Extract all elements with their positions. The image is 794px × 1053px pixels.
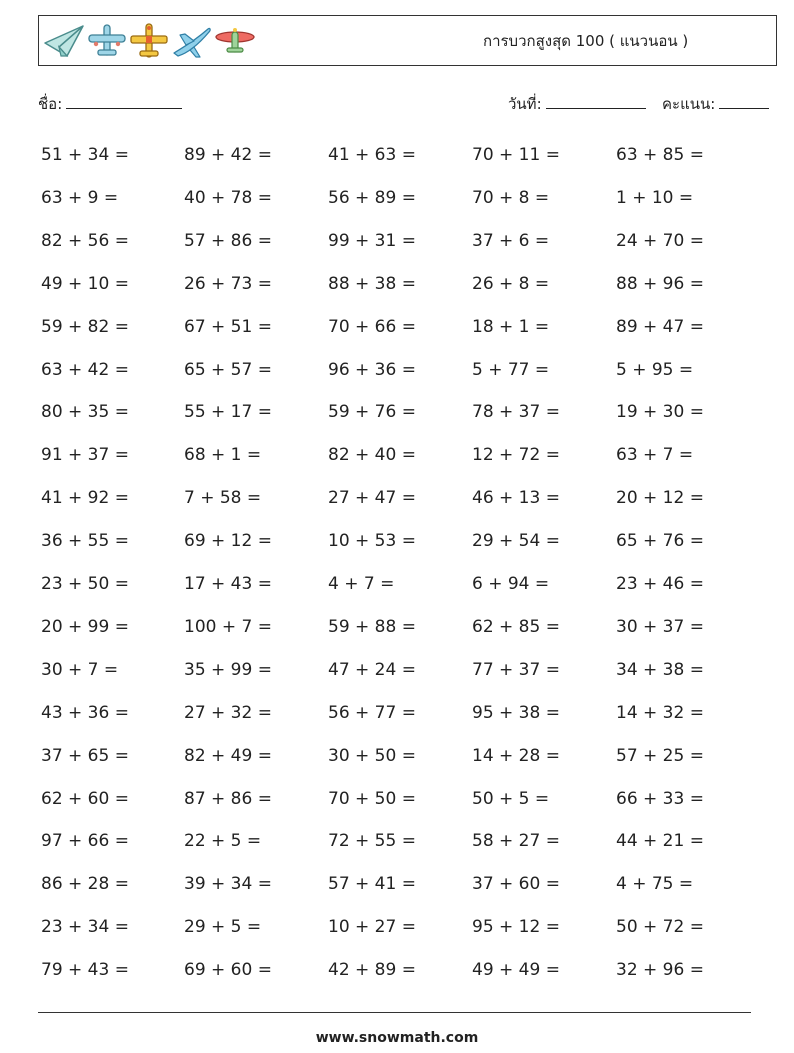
problem-item: 37 + 6 = (472, 230, 550, 251)
problem-item: 88 + 38 = (328, 273, 416, 294)
problem-item: 72 + 55 = (328, 831, 416, 852)
problem-item: 14 + 28 = (472, 745, 560, 766)
problem-item: 27 + 32 = (184, 702, 272, 723)
problem-item: 78 + 37 = (472, 402, 560, 423)
problem-item: 47 + 24 = (328, 659, 416, 680)
problem-item: 34 + 38 = (616, 659, 704, 680)
problem-item: 50 + 5 = (472, 788, 550, 809)
problem-item: 59 + 88 = (328, 616, 416, 637)
problem-item: 82 + 56 = (41, 230, 129, 251)
problem-item: 26 + 8 = (472, 273, 550, 294)
problem-item: 96 + 36 = (328, 359, 416, 380)
problem-item: 56 + 77 = (328, 702, 416, 723)
problem-item: 56 + 89 = (328, 187, 416, 208)
problem-item: 80 + 35 = (41, 402, 129, 423)
problem-item: 7 + 58 = (184, 488, 262, 509)
problem-item: 91 + 37 = (41, 445, 129, 466)
problem-item: 46 + 13 = (472, 488, 560, 509)
problem-item: 12 + 72 = (472, 445, 560, 466)
problem-item: 42 + 89 = (328, 960, 416, 981)
problem-item: 5 + 95 = (616, 359, 694, 380)
problem-item: 23 + 50 = (41, 574, 129, 594)
problem-item: 41 + 92 = (41, 488, 129, 509)
problem-item: 62 + 85 = (472, 616, 560, 637)
problem-item: 68 + 1 = (184, 445, 262, 466)
problem-item: 20 + 99 = (41, 616, 129, 637)
problem-item: 10 + 53 = (328, 531, 416, 552)
problem-item: 70 + 11 = (472, 145, 560, 165)
problem-item: 5 + 77 = (472, 359, 550, 380)
problem-item: 43 + 36 = (41, 702, 129, 723)
problem-item: 37 + 65 = (41, 745, 129, 766)
date-label: วันที่: (508, 95, 542, 113)
problem-item: 30 + 37 = (616, 616, 704, 637)
problem-item: 49 + 49 = (472, 960, 560, 981)
problem-item: 30 + 50 = (328, 745, 416, 766)
problem-item: 99 + 31 = (328, 230, 416, 251)
problem-item: 95 + 38 = (472, 702, 560, 723)
problem-item: 24 + 70 = (616, 230, 704, 251)
problem-item: 57 + 86 = (184, 230, 272, 251)
problem-item: 66 + 33 = (616, 788, 704, 809)
problem-item: 49 + 10 = (41, 273, 129, 294)
problem-item: 63 + 7 = (616, 445, 694, 466)
problem-item: 88 + 96 = (616, 273, 704, 294)
problem-item: 1 + 10 = (616, 187, 694, 208)
problem-item: 44 + 21 = (616, 831, 704, 852)
problem-item: 23 + 34 = (41, 917, 129, 938)
problem-item: 32 + 96 = (616, 960, 704, 981)
problem-item: 37 + 60 = (472, 874, 560, 895)
problem-item: 82 + 49 = (184, 745, 272, 766)
problem-item: 26 + 73 = (184, 273, 272, 294)
problem-item: 77 + 37 = (472, 659, 560, 680)
worksheet-title: การบวกสูงสุด 100 ( แนวนอน ) (483, 32, 689, 50)
problem-item: 82 + 40 = (328, 445, 416, 466)
problem-item: 27 + 47 = (328, 488, 416, 509)
problem-item: 55 + 17 = (184, 402, 272, 423)
problem-item: 30 + 7 = (41, 659, 119, 680)
problem-item: 65 + 76 = (616, 531, 704, 552)
problem-item: 20 + 12 = (616, 488, 704, 509)
problem-item: 58 + 27 = (472, 831, 560, 852)
problem-item: 97 + 66 = (41, 831, 129, 852)
name-label: ชื่อ: (38, 95, 63, 113)
problem-item: 39 + 34 = (184, 874, 272, 895)
problem-item: 36 + 55 = (41, 531, 129, 552)
problem-item: 62 + 60 = (41, 788, 129, 809)
problem-item: 69 + 12 = (184, 531, 272, 552)
footer-website: www.snowmath.com (315, 1030, 479, 1046)
problem-item: 6 + 94 = (472, 574, 550, 594)
problem-item: 63 + 85 = (616, 145, 704, 165)
problem-item: 22 + 5 = (184, 831, 262, 852)
problem-item: 29 + 54 = (472, 531, 560, 552)
problem-item: 29 + 5 = (184, 917, 262, 938)
footer-divider (38, 1012, 751, 1013)
problem-item: 57 + 25 = (616, 745, 704, 766)
problem-item: 23 + 46 = (616, 574, 704, 594)
problem-item: 59 + 76 = (328, 402, 416, 423)
problem-item: 18 + 1 = (472, 316, 550, 337)
problem-item: 65 + 57 = (184, 359, 272, 380)
problem-item: 57 + 41 = (328, 874, 416, 895)
problem-item: 19 + 30 = (616, 402, 704, 423)
problem-item: 10 + 27 = (328, 917, 416, 938)
problem-item: 89 + 47 = (616, 316, 704, 337)
problem-item: 100 + 7 = (184, 616, 272, 637)
problem-item: 95 + 12 = (472, 917, 560, 938)
problem-item: 63 + 9 = (41, 187, 119, 208)
problem-item: 70 + 50 = (328, 788, 416, 809)
problem-item: 50 + 72 = (616, 917, 704, 938)
problem-item: 67 + 51 = (184, 316, 272, 337)
problem-item: 41 + 63 = (328, 145, 416, 165)
problem-item: 70 + 8 = (472, 187, 550, 208)
problem-item: 86 + 28 = (41, 874, 129, 895)
problem-item: 79 + 43 = (41, 960, 129, 981)
score-label: คะแนน: (662, 95, 716, 113)
problem-item: 87 + 86 = (184, 788, 272, 809)
problem-item: 4 + 75 = (616, 874, 694, 895)
problem-item: 4 + 7 = (328, 574, 395, 594)
problem-item: 35 + 99 = (184, 659, 272, 680)
problem-item: 51 + 34 = (41, 145, 129, 165)
problem-item: 63 + 42 = (41, 359, 129, 380)
problem-item: 70 + 66 = (328, 316, 416, 337)
problem-item: 89 + 42 = (184, 145, 272, 165)
problem-item: 40 + 78 = (184, 187, 272, 208)
problem-item: 69 + 60 = (184, 960, 272, 981)
problem-item: 59 + 82 = (41, 316, 129, 337)
problem-item: 17 + 43 = (184, 574, 272, 594)
problem-item: 14 + 32 = (616, 702, 704, 723)
